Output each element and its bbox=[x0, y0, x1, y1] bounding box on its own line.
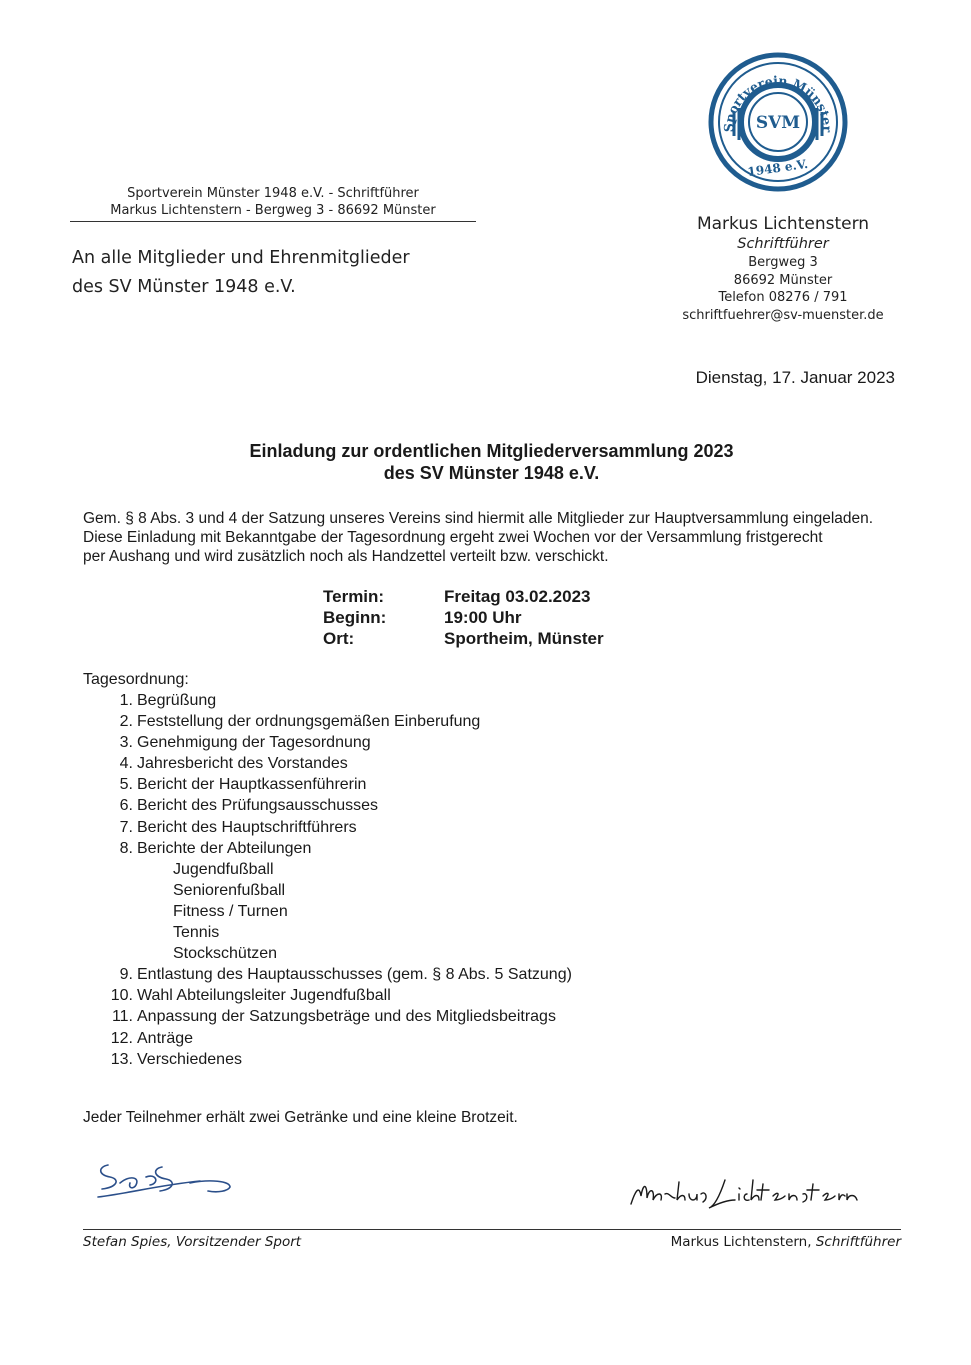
appointment-label: Beginn: bbox=[323, 608, 387, 627]
sender-divider bbox=[70, 221, 476, 222]
appointment-details bbox=[323, 586, 604, 649]
agenda-subitem: Tennis bbox=[173, 924, 220, 942]
agenda-item: 9. Entlastung des Hauptausschusses (gem. § 8 Abs. 5 Satzung) bbox=[119, 966, 572, 984]
agenda-item: 10. Wahl Abteilungsleiter Jugendfußball bbox=[110, 987, 391, 1005]
signature-role: Schriftführer bbox=[815, 1234, 901, 1250]
logo-center-text: SVM bbox=[755, 113, 801, 133]
recipient-line-2: des SV Münster 1948 e.V. bbox=[72, 277, 296, 297]
intro-line-2: Diese Einladung mit Bekanntgabe der Tagesordnung ergeht zwei Wochen vor der Versammlung fristgerecht bbox=[83, 529, 823, 546]
agenda-item: 5. Bericht der Hauptkassenführerin bbox=[119, 776, 367, 794]
sender-line-1: Sportverein Münster 1948 e.V. - Schriftführer bbox=[127, 186, 419, 201]
sender-line-2: Markus Lichtenstern - Bergweg 3 - 86692 Münster bbox=[110, 203, 436, 218]
agenda-list bbox=[83, 690, 572, 1070]
appointment-value: Sportheim, Münster bbox=[444, 629, 604, 648]
agenda-subitem: Fitness / Turnen bbox=[173, 902, 288, 920]
club-logo bbox=[708, 52, 848, 192]
signature-caption-left: Stefan Spies, Vorsitzender Sport bbox=[83, 1234, 302, 1250]
contact-city: 86692 Münster bbox=[733, 272, 833, 288]
agenda-item: 12. Anträge bbox=[110, 1029, 194, 1047]
recipient-address bbox=[72, 244, 410, 302]
contact-email[interactable]: schriftfuehrer@sv-muenster.de bbox=[682, 307, 884, 323]
logo-ring-text: Sportverein Münster bbox=[720, 72, 836, 133]
title-line-1: Einladung zur ordentlichen Mitgliederversammlung 2023 bbox=[249, 441, 734, 461]
appointment-label: Ort: bbox=[323, 629, 355, 648]
signature-stefan-spies bbox=[90, 1155, 240, 1205]
letter-date: Dienstag, 17. Januar 2023 bbox=[695, 368, 895, 387]
contact-street: Bergweg 3 bbox=[748, 255, 818, 270]
recipient-line-1: An alle Mitglieder und Ehrenmitglieder bbox=[72, 248, 410, 268]
document-title bbox=[0, 440, 971, 484]
sender-address bbox=[70, 185, 476, 219]
intro-paragraph bbox=[83, 509, 903, 566]
agenda-item: 6. Bericht des Prüfungsausschusses bbox=[119, 797, 379, 815]
contact-block bbox=[672, 213, 894, 324]
agenda-item: 1. Begrüßung bbox=[119, 692, 217, 709]
agenda-subitem: Stockschützen bbox=[173, 945, 278, 963]
agenda-item: 2. Feststellung der ordnungsgemäßen Einberufung bbox=[119, 713, 481, 731]
appointment-value: Freitag 03.02.2023 bbox=[444, 587, 591, 606]
intro-line-3: per Aushang und wird zusätzlich noch als Handzettel verteilt bzw. verschickt. bbox=[83, 548, 609, 565]
signature-markus-lichtenstern bbox=[625, 1172, 875, 1212]
agenda-item: 4. Jahresbericht des Vorstandes bbox=[119, 755, 348, 773]
intro-line-1: Gem. § 8 Abs. 3 und 4 der Satzung unseres Vereins sind hiermit alle Mitglieder zur Hauptversammlung eingeladen. bbox=[83, 510, 874, 527]
agenda-subitem: Jugendfußball bbox=[173, 860, 274, 878]
signature-name: Markus Lichtenstern, bbox=[670, 1234, 812, 1250]
agenda-item: 11. Anpassung der Satzungsbeträge und des Mitgliedsbeitrags bbox=[111, 1008, 556, 1026]
appointment-row-date bbox=[323, 586, 604, 607]
agenda-subitem: Seniorenfußball bbox=[173, 881, 286, 899]
signature-divider bbox=[83, 1229, 901, 1230]
agenda-heading: Tagesordnung: bbox=[83, 671, 189, 688]
agenda-item: 13. Verschiedenes bbox=[110, 1050, 242, 1068]
logo-year-text: 1948 e.V. bbox=[746, 156, 809, 180]
agenda-item: 7. Bericht des Hauptschriftführers bbox=[119, 818, 357, 836]
contact-role: Schriftführer bbox=[737, 236, 829, 252]
title-line-2: des SV Münster 1948 e.V. bbox=[383, 463, 600, 483]
appointment-label: Termin: bbox=[323, 587, 385, 606]
contact-phone: Telefon 08276 / 791 bbox=[718, 290, 848, 305]
agenda-item: 8. Berichte der Abteilungen bbox=[119, 839, 312, 857]
appointment-value: 19:00 Uhr bbox=[444, 608, 522, 627]
contact-name: Markus Lichtenstern bbox=[696, 214, 870, 234]
signature-caption-right bbox=[671, 1233, 901, 1251]
closing-note: Jeder Teilnehmer erhält zwei Getränke und eine kleine Brotzeit. bbox=[83, 1109, 518, 1126]
appointment-row-start bbox=[323, 607, 604, 628]
appointment-row-location bbox=[323, 628, 604, 649]
agenda-item: 3. Genehmigung der Tagesordnung bbox=[119, 734, 371, 752]
